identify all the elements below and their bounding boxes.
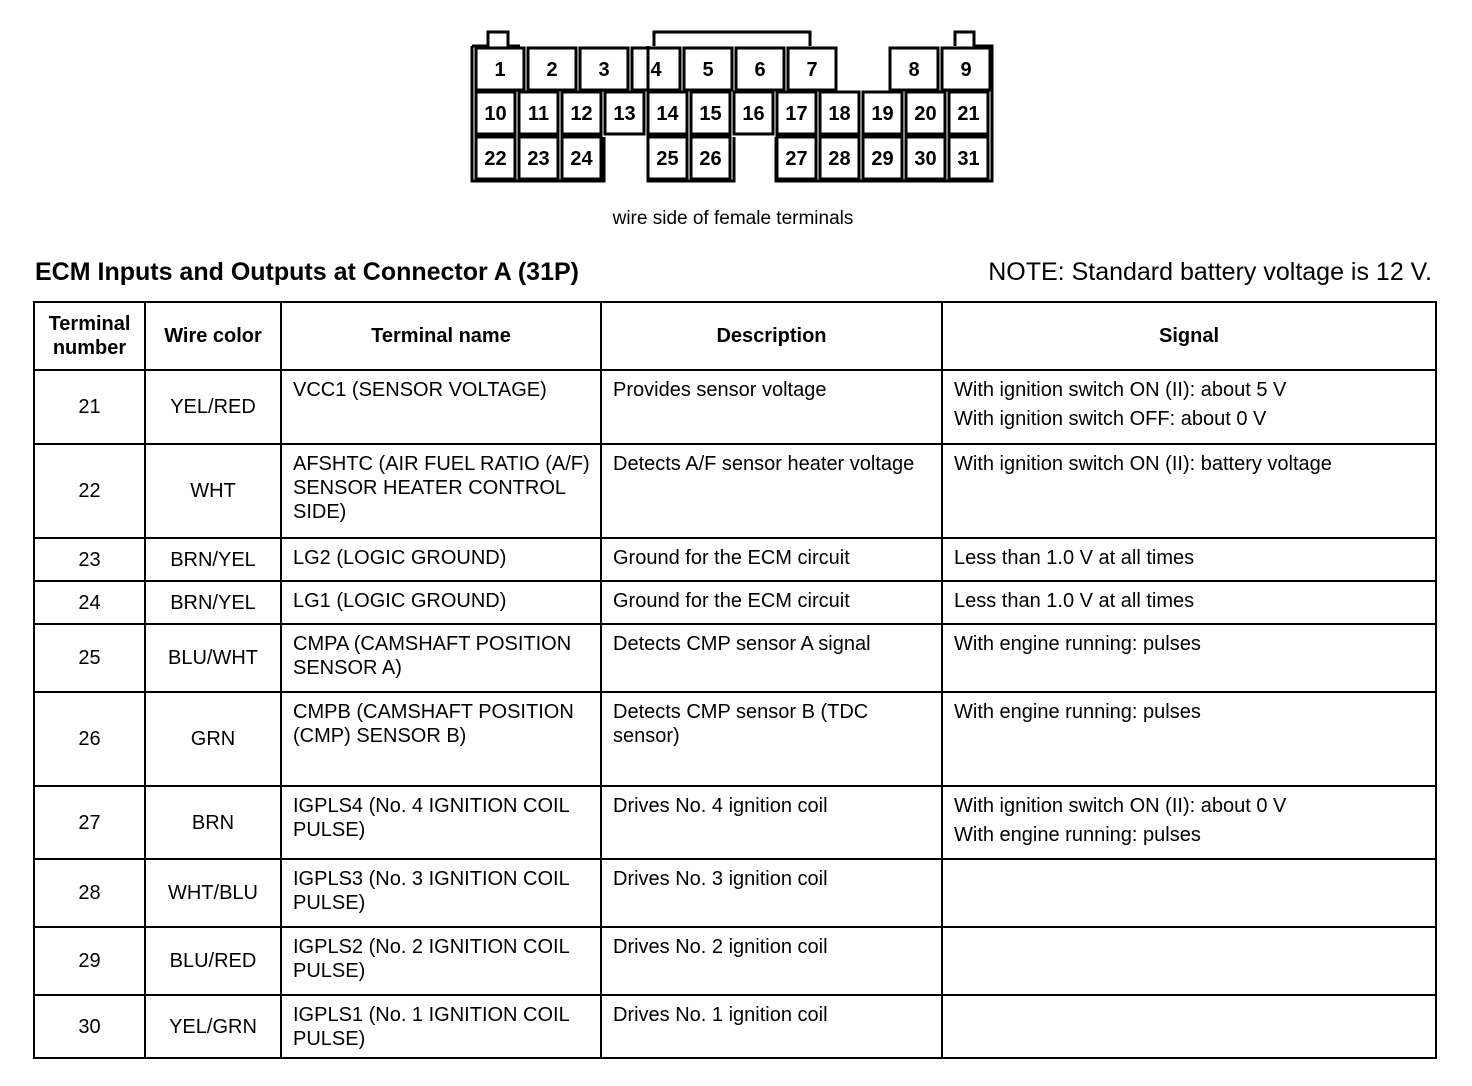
signal-cell	[942, 995, 1436, 1058]
wire-color-cell: GRN	[145, 692, 281, 786]
table-row	[34, 786, 1436, 859]
description-cell: Ground for the ECM circuit	[601, 581, 942, 624]
terminal-name-cell: IGPLS3 (No. 3 IGNITION COIL PULSE)	[281, 859, 601, 927]
header-wire-color: Wire color	[145, 302, 281, 370]
terminal-label: 8	[908, 59, 920, 81]
terminal-label: 3	[598, 59, 610, 81]
terminal-number-cell: 24	[34, 581, 145, 624]
wire-color-cell: BLU/RED	[145, 927, 281, 995]
terminal-label: 27	[785, 148, 808, 170]
terminal-number-cell: 26	[34, 692, 145, 786]
terminal-label: 19	[871, 103, 894, 125]
wire-color-cell: BLU/WHT	[145, 624, 281, 692]
terminal-label: 2	[546, 59, 558, 81]
signal-line: With ignition switch ON (II): about 0 V	[954, 795, 1287, 817]
table-row	[34, 624, 1436, 692]
signal-line: With ignition switch ON (II): battery voltage	[954, 453, 1332, 475]
signal-cell	[942, 538, 1436, 581]
terminal-number-cell: 25	[34, 624, 145, 692]
table-body	[34, 370, 1436, 1058]
wire-color-cell: WHT/BLU	[145, 859, 281, 927]
terminal-label: 9	[960, 59, 972, 81]
header-signal: Signal	[942, 302, 1436, 370]
signal-line: Less than 1.0 V at all times	[954, 590, 1195, 612]
signal-line: With ignition switch OFF: about 0 V	[954, 408, 1267, 430]
terminal-name-cell: CMPB (CAMSHAFT POSITION (CMP) SENSOR B)	[281, 692, 601, 786]
terminal-label: 14	[656, 103, 679, 125]
terminal-label: 26	[699, 148, 722, 170]
wire-color-cell: BRN	[145, 786, 281, 859]
description-cell: Drives No. 3 ignition coil	[601, 859, 942, 927]
wire-color-cell: BRN/YEL	[145, 538, 281, 581]
terminal-label: 6	[754, 59, 766, 81]
signal-cell	[942, 859, 1436, 927]
terminal-name-cell: CMPA (CAMSHAFT POSITION SENSOR A)	[281, 624, 601, 692]
wire-color-cell: YEL/RED	[145, 370, 281, 444]
terminal-name-cell: AFSHTC (AIR FUEL RATIO (A/F) SENSOR HEATER CONTROL SIDE)	[281, 444, 601, 538]
header-terminal-number: Terminal number	[34, 302, 145, 370]
table-row	[34, 538, 1436, 581]
voltage-note: NOTE: Standard battery voltage is 12 V.	[988, 258, 1432, 286]
terminal-name-cell: LG1 (LOGIC GROUND)	[281, 581, 601, 624]
terminal-number-cell: 23	[34, 538, 145, 581]
signal-line: With engine running: pulses	[954, 701, 1201, 723]
terminal-number-cell: 28	[34, 859, 145, 927]
signal-cell	[942, 624, 1436, 692]
terminal-name-cell: IGPLS4 (No. 4 IGNITION COIL PULSE)	[281, 786, 601, 859]
description-cell: Ground for the ECM circuit	[601, 538, 942, 581]
table-row	[34, 859, 1436, 927]
terminal-number-cell: 21	[34, 370, 145, 444]
signal-line: With engine running: pulses	[954, 633, 1201, 655]
terminal-number-cell: 29	[34, 927, 145, 995]
page-title: ECM Inputs and Outputs at Connector A (31P)	[35, 258, 579, 286]
signal-cell	[942, 927, 1436, 995]
terminal-label: 30	[914, 148, 937, 170]
terminal-label: 12	[570, 103, 593, 125]
description-cell: Detects CMP sensor A signal	[601, 624, 942, 692]
description-cell: Drives No. 2 ignition coil	[601, 927, 942, 995]
signal-cell	[942, 786, 1436, 859]
signal-line: With ignition switch ON (II): about 5 V	[954, 379, 1287, 401]
wire-color-cell: YEL/GRN	[145, 995, 281, 1058]
terminal-label: 24	[570, 148, 593, 170]
terminal-label: 23	[527, 148, 550, 170]
header-description: Description	[601, 302, 942, 370]
terminal-name-cell: VCC1 (SENSOR VOLTAGE)	[281, 370, 601, 444]
terminal-label: 25	[656, 148, 679, 170]
terminal-label: 17	[785, 103, 808, 125]
table-row	[34, 370, 1436, 444]
terminal-number-cell: 27	[34, 786, 145, 859]
terminal-label: 5	[702, 59, 714, 81]
terminal-label: 7	[806, 59, 818, 81]
signal-cell	[942, 370, 1436, 444]
terminal-label: 21	[957, 103, 980, 125]
connector-caption: wire side of female terminals	[612, 208, 854, 229]
terminal-label: 28	[828, 148, 851, 170]
description-cell: Provides sensor voltage	[601, 370, 942, 444]
terminal-label: 20	[914, 103, 937, 125]
header-terminal-name: Terminal name	[281, 302, 601, 370]
terminal-label: 10	[484, 103, 507, 125]
terminal-label: 29	[871, 148, 894, 170]
terminal-label: 11	[527, 103, 550, 125]
connector-diagram	[0, 0, 1472, 200]
terminal-label: 13	[613, 103, 636, 125]
terminal-label: 18	[828, 103, 851, 125]
wire-color-cell: BRN/YEL	[145, 581, 281, 624]
table-row	[34, 444, 1436, 538]
terminal-label: 16	[742, 103, 765, 125]
description-cell: Detects A/F sensor heater voltage	[601, 444, 942, 538]
ecm-io-table	[33, 301, 1437, 1059]
signal-cell	[942, 444, 1436, 538]
terminal-label: 4	[650, 59, 662, 81]
description-cell: Drives No. 4 ignition coil	[601, 786, 942, 859]
terminal-name-cell: LG2 (LOGIC GROUND)	[281, 538, 601, 581]
terminal-name-cell: IGPLS2 (No. 2 IGNITION COIL PULSE)	[281, 927, 601, 995]
signal-line: With engine running: pulses	[954, 824, 1201, 846]
terminal-label: 1	[494, 59, 506, 81]
terminal-label: 15	[699, 103, 722, 125]
terminal-number-cell: 30	[34, 995, 145, 1058]
description-cell: Detects CMP sensor B (TDC sensor)	[601, 692, 942, 786]
terminal-label: 22	[484, 148, 507, 170]
table-row	[34, 581, 1436, 624]
terminal-number-cell: 22	[34, 444, 145, 538]
table-row	[34, 995, 1436, 1058]
terminal-name-cell: IGPLS1 (No. 1 IGNITION COIL PULSE)	[281, 995, 601, 1058]
table-row	[34, 927, 1436, 995]
signal-cell	[942, 581, 1436, 624]
signal-line: Less than 1.0 V at all times	[954, 547, 1195, 569]
table-row	[34, 692, 1436, 786]
description-cell: Drives No. 1 ignition coil	[601, 995, 942, 1058]
terminal-label: 31	[957, 148, 980, 170]
wire-color-cell: WHT	[145, 444, 281, 538]
signal-cell	[942, 692, 1436, 786]
table-header-row	[34, 302, 1436, 370]
